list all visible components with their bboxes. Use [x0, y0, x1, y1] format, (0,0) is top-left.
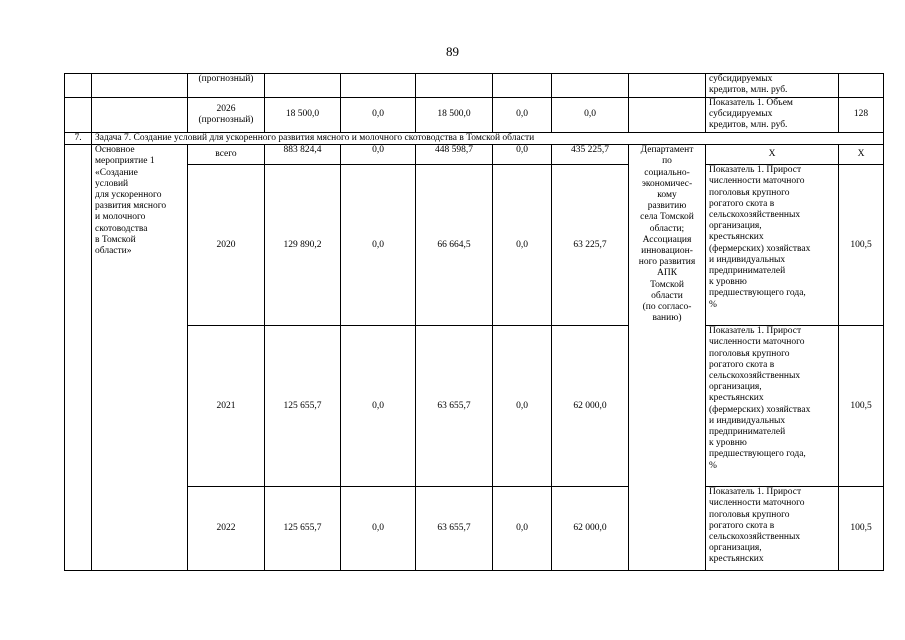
total-cell: 125 655,7 [265, 487, 341, 571]
indicator-cell: Показатель 1. Прирост численности маточного поголовья крупного рогатого скота в сельскохозяйственных организация, крестьянских (фермерских) хозяйствах и индивидуальных предпринимателей к уровню предшествующего года, % [706, 165, 839, 326]
table-row [65, 165, 884, 326]
federal-cell [341, 74, 416, 98]
year-cell: 2026 (прогнозный) [188, 98, 265, 133]
federal-cell: 0,0 [341, 165, 416, 326]
year-cell: (прогнозный) [188, 74, 265, 98]
extra-cell: 62 000,0 [552, 487, 629, 571]
total-cell: 129 890,2 [265, 165, 341, 326]
value-cell: 128 [839, 98, 884, 133]
regional-cell: 18 500,0 [416, 98, 493, 133]
table-row [65, 145, 884, 165]
event-name: Основное мероприятие 1 «Создание условий для ускоренного развития мясного и молочного скотоводства в Томской области» [92, 145, 188, 571]
extra-cell: 62 000,0 [552, 326, 629, 487]
task-number: 7. [65, 133, 92, 145]
extra-cell: 0,0 [552, 98, 629, 133]
year-cell: 2022 [188, 487, 265, 571]
regional-cell: 63 655,7 [416, 326, 493, 487]
indicator-cell: субсидируемых кредитов, млн. руб. [706, 74, 839, 98]
indicator-cell: Показатель 1. Объем субсидируемых кредитов, млн. руб. [706, 98, 839, 133]
extra-cell: 63 225,7 [552, 165, 629, 326]
page-number: 89 [446, 44, 459, 59]
total-cell: 18 500,0 [265, 98, 341, 133]
num-cell [65, 74, 92, 98]
indicator-cell: Показатель 1. Прирост численности маточного поголовья крупного рогатого скота в сельскохозяйственных организация, крестьянских (фермерских) хозяйствах и индивидуальных предпринимателей к уровню предшествующего года, % [706, 326, 839, 487]
value-cell: 100,5 [839, 487, 884, 571]
year-cell: 2020 [188, 165, 265, 326]
total-cell: 125 655,7 [265, 326, 341, 487]
num-cell [65, 98, 92, 133]
extra-cell [552, 74, 629, 98]
table-row [65, 74, 884, 98]
executor-cell [629, 98, 706, 133]
total-cell: 883 824,4 [265, 145, 341, 165]
num-cell [65, 145, 92, 571]
federal-cell: 0,0 [341, 326, 416, 487]
task-title: Задача 7. Создание условий для ускоренного развития мясного и молочного скотоводства в Томской области [92, 133, 884, 145]
table-row [65, 487, 884, 571]
value-cell: 100,5 [839, 326, 884, 487]
local-cell: 0,0 [493, 98, 552, 133]
regional-cell: 66 664,5 [416, 165, 493, 326]
total-cell [265, 74, 341, 98]
local-cell: 0,0 [493, 165, 552, 326]
local-cell [493, 74, 552, 98]
extra-cell: 435 225,7 [552, 145, 629, 165]
value-cell: X [839, 145, 884, 165]
year-cell: 2021 [188, 326, 265, 487]
federal-cell: 0,0 [341, 487, 416, 571]
executor: Департамент по социально- экономичес- кому развитию села Томской области; Ассоциация инновацион- ного развития АПК Томской области (по согласо- ванию) [629, 145, 706, 571]
indicator-cell: Показатель 1. Прирост численности маточного поголовья крупного рогатого скота в сельскохозяйственных организация, крестьянских [706, 487, 839, 571]
federal-cell: 0,0 [341, 98, 416, 133]
table-row [65, 326, 884, 487]
value-cell [839, 74, 884, 98]
regional-cell: 448 598,7 [416, 145, 493, 165]
program-table [64, 73, 884, 571]
local-cell: 0,0 [493, 145, 552, 165]
regional-cell: 63 655,7 [416, 487, 493, 571]
task-row [65, 133, 884, 145]
executor-cell [629, 74, 706, 98]
year-cell: всего [188, 145, 265, 165]
local-cell: 0,0 [493, 487, 552, 571]
indicator-cell: X [706, 145, 839, 165]
event-cell [92, 98, 188, 133]
table-row [65, 98, 884, 133]
local-cell: 0,0 [493, 326, 552, 487]
value-cell: 100,5 [839, 165, 884, 326]
federal-cell: 0,0 [341, 145, 416, 165]
regional-cell [416, 74, 493, 98]
event-cell [92, 74, 188, 98]
